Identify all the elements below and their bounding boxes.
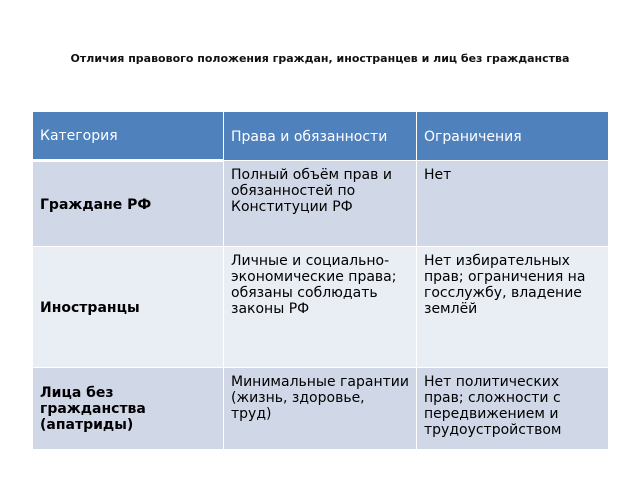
table-row [33,161,609,247]
comparison-table [32,111,609,450]
header-rights-label: Права и обязанности [231,128,388,145]
table-header-row [33,112,609,161]
header-restrictions [417,112,609,161]
restrictions-text: Нет избирательных прав; ограничения на госслужбу, владение землёй [424,253,586,317]
rights-cell [224,161,417,247]
restrictions-cell [417,247,609,368]
rights-text: Личные и социально-экономические права; обязаны соблюдать законы РФ [231,253,397,317]
restrictions-text: Нет политических прав; сложности с передвижением и трудоустройством [424,374,562,438]
slide-title: Отличия правового положения граждан, иностранцев и лиц без гражданства [70,52,570,65]
table-row [33,368,609,450]
restrictions-cell [417,368,609,450]
rights-cell [224,368,417,450]
header-restrictions-label: Ограничения [424,128,522,145]
header-category [33,112,224,161]
restrictions-cell [417,161,609,247]
category-cell: Лица без гражданства (апатриды) [33,368,224,450]
restrictions-text: Нет [424,167,452,183]
category-cell: Иностранцы [33,247,224,368]
header-category-label: Категория [40,128,118,144]
rights-text: Минимальные гарантии (жизнь, здоровье, труд) [231,374,409,422]
header-rights [224,112,417,161]
rights-text: Полный объём прав и обязанностей по Конституции РФ [231,167,392,215]
table-row [33,247,609,368]
rights-cell [224,247,417,368]
category-cell: Граждане РФ [33,161,224,247]
